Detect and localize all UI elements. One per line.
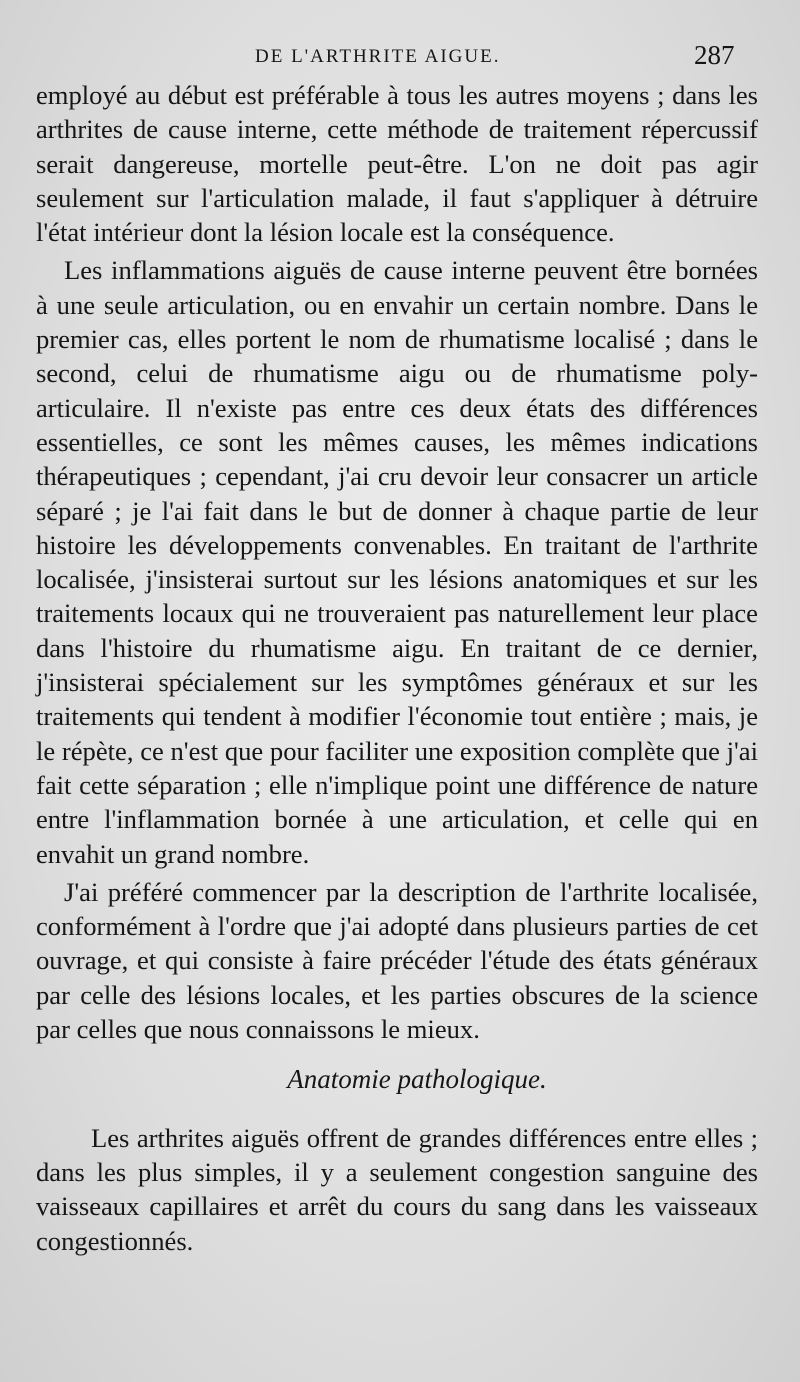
body-text: [36, 78, 758, 1262]
paragraph-1: employé au début est préférable à tous les autres moyens ; dans les arthrites de cause interne, cette méthode de traitement répercussif serait dangereuse, mortelle peut-être. L'on ne doit pas agir seulement sur l'articulation malade, il faut s'appliquer à détruire l'état intérieur dont la lésion locale est la conséquence.: [36, 80, 758, 248]
paragraph-3: J'ai préféré commencer par la description de l'arthrite localisée, conformément à l'ordre que j'ai adopté dans plusieurs parties de cet ouvrage, et qui consiste à faire précéder l'étude des états généraux par celle des lésions locales, et les parties obscures de la science par celles que nous connaissons le mieux.: [36, 876, 758, 1045]
paragraph-2: Les inflammations aiguës de cause interne peuvent être bornées à une seule articulation, ou en envahir un certain nombre. Dans le premier cas, elles portent le nom de rhumatisme localisé ; dans le second, celui de rhumatisme aigu ou de rhumatisme poly-articulaire. Il n'existe pas entre ces deux états des différences essentielles, ce sont les mêmes causes, les mêmes indications thérapeutiques ; cependant, j'ai cru devoir leur consacrer un article séparé ; je l'ai fait dans le but de donner à chaque partie de leur histoire les développements convenables. En traitant de l'arthrite localisée, j'insisterai surtout sur les lésions anatomiques et sur les traitements locaux qui ne trouveraient pas naturellement leur place dans l'histoire du rhumatisme aigu. En traitant de ce dernier, j'insisterai spécialement sur les symptômes généraux et sur les traitements qui tendent à modifier l'économie tout entière ; mais, je le répète, ce n'est que pour faciliter une exposition complète que j'ai fait cette séparation ; elle n'implique point une différence de nature entre l'inflammation bornée à une articulation, et celle qui en envahit un grand nombre.: [36, 255, 758, 869]
page-number: 287: [694, 40, 735, 70]
section-body: [36, 1121, 758, 1258]
running-head: [0, 40, 800, 70]
section-heading: Anatomie pathologique.: [287, 1064, 547, 1095]
running-title: DE L'ARTHRITE AIGUE.: [255, 46, 501, 67]
section-paragraph-1: Les arthrites aiguës offrent de grandes différences entre elles ; dans les plus simples, il y a seulement congestion sanguine des vaisseaux capillaires et arrêt du cours du sang dans les vaisseaux congestionnés.: [36, 1122, 758, 1256]
